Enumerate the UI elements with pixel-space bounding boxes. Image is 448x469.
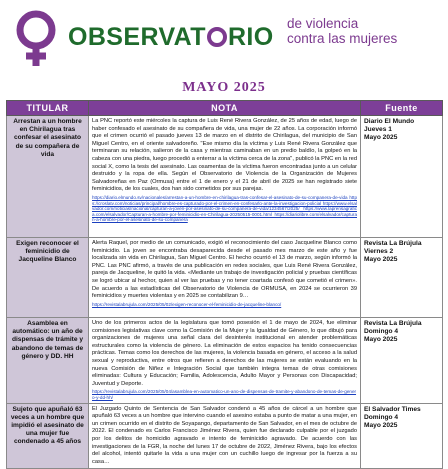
tagline-line-2: contra las mujeres: [287, 31, 398, 46]
row-source: Revista La Brújula Domingo 4 Mayo 2025: [361, 318, 443, 404]
row-note-text: Alerta Raquel, por medio de un comunicado, exigió el reconocimiento del caso Jacqueline Blanco como feminicidio. La joven se encontraba desaparecida desde el pasado mes marzo de este año y fue localizada sin vida en Chirilagua, San Miguel Centro. El hecho ocurrió el 13 de marzo, según informó la PNC. Las PNC afirmó, a través de una publicación en redes sociales, que Luis René Rivera González, pareja de Jacqueline, le quitó la vida. «Mediante un trabajo de investigación policial y pruebas científicas se logró ubicar al hechor, quien al ver las pruebas y no tener coartada confesó que cometió el crimen». De acuerdo a las estadísticas del Observatorio de Violencia de ORMUSA, en 2024 se ocurrieron 39 feminicidios y muertes violentas y en 2025 se contabilizan 9…: [92, 240, 357, 300]
month-heading: MAYO 2025: [182, 80, 266, 95]
tagline-line-1: de violencia: [287, 16, 359, 31]
row-title: Asamblea en automático: un año de dispensas de trámite y abandono de temas de género y DD. HH: [7, 318, 89, 404]
column-header-titular: TITULAR: [7, 101, 89, 116]
row-links[interactable]: https://diario.elmundo.sv/nacionales/arrestan-a-un-hombre-en-chirilagua-tras-confesar-el-asesinato-de-su-companera-de-vida https://croslatv.com/noticias/principal/hombre-es-capturado-por-el-crimen-en-confesarlo-ante-la-investigacion-policial https://www.elsalvador.com/noticias/nacional/capturan-a-joven-por-asesinato-de-su-companera-de-vida/1234567/2025/ https://www.laprensagrafica.com/elsalvador/Capturan-a-hombre-por-feminicidio-en-Chirilagua-20250515-0001.html https://diariolibre.com/elsalvador/capturan-a-hombre-por-el-asesinato-de-su-companera: [92, 194, 357, 223]
brand-ring-letter: [207, 27, 227, 47]
row-source: El Salvador Times Domingo 4 Mayo 2025: [361, 403, 443, 469]
news-table: [6, 100, 443, 469]
row-note: [89, 238, 361, 318]
row-title: Sujeto que apuñaló 63 veces a un hombre que impidió el asesinato de una mujer fue condenado a 45 años: [7, 403, 89, 469]
row-title: Exigen reconocer el feminicidio de Jacqueline Blanco: [7, 238, 89, 318]
table-row: [7, 403, 443, 469]
row-links[interactable]: https://revistalabrujula.com/2025/05/04/asamblea-en-automatico-un-ano-de-dispensas-de-tramite-y-abandono-de-temas-de-genero-y-dd-hh/: [92, 389, 357, 400]
brand-name: OBSERVAT RIO: [68, 23, 274, 51]
row-note: [89, 318, 361, 404]
row-note-text: Uno de los primeros actos de la legislatura que tomó posesión el 1 de mayo de 2024, fue eliminar comisiones legislativas clave como la Comisión de la Mujer y la Igualdad de Género, lo que dibujó para organizaciones de mujeres una señal clara del desinterés institucional en atender problemáticas estructurales como la violencia de género. La eliminación de estos espacios ha tenido consecuencias prácticas. Temas como los derechos de las mujeres, la violencia basada en género, el acceso a la salud sexual y reproductiva, entre otros que refieren a derechos de las mujeres se están evaluando en la nueva Comisión de Niñez e Integración Social que también integra temas de otras comisiones eliminadas: Cultura y Educación; Familia, Adolescencia, Adulto Mayor y Personas con Discapacidad; Juventud y Deporte.: [92, 320, 357, 387]
row-links[interactable]: https://revistalabrujula.com/2025/05/02/exigen-reconocer-el-feminicidio-de-jacqueline-blanco/: [92, 301, 282, 307]
table-row: [7, 238, 443, 318]
row-source: Revista La Brújula Viernes 2 Mayo 2025: [361, 238, 443, 318]
column-header-fuente: Fuente: [361, 101, 443, 116]
row-note-text: El Juzgado Quinto de Sentencia de San Salvador condenó a 45 años de cárcel a un hombre que apuñaló 63 veces a un hombre que intervino cuando el asesino estaba a punto de matar a una mujer, en un crimen ocurrido en el distrito de Soyapango, departamento de San Salvador, en el mes de octubre de 2022. El condenado es Carlos Francisco Jiménez Rivera, quien fue declarado culpable por el juzgado por los delitos de homicidio agravado e intento de feminicidio agravado. De acuerdo con las investigaciones de la FGR, la noche del lunes 17 de octubre de 2022, Jiménez Rivera, bajo los efectos del alcohol, intentó quitarle la vida a una mujer con un cuchillo luego de ingresar por la fuerza a su casa…: [92, 405, 357, 465]
row-note-text: La PNC reportó este miércoles la captura de Luis René Rivera González, de 25 años de edad, luego de haber confesado el asesinato de su compañera de vida, una mujer de 22 años. La corporación informó que el crimen ocurrió el pasado jueves 13 de marzo en el distrito de Chirilagua, del municipio de San Miguel Centro, en el oriente salvadoreño. "Ese mismo día la víctima y Luis René Rivera González que terminaran su relación, salieron de la casa y mientras caminaban en un predio baldío, la golpeó en la cabeza con una piedra, luego procedió a enterrar a la víctima cerca de la zona", publicó la PNC en la red social X, como la tesis del asesinato. Las osamentas de la víctima fueron encontradas junto a un celular destruido y la ropa de ella. Según el Observatorio de Violencia de la Organización de Mujeres Salvadoreñas en Paz (Ormusa) entre el 1 de enero y el 21 de abril de 2025 se han registrado siete feminicidios, de los cuales, dos han sido cometidos por sus parejas.: [92, 118, 357, 193]
observatorio-logo-icon: [10, 8, 62, 68]
table-header-row: [7, 101, 443, 116]
row-note: [89, 116, 361, 238]
row-source: Diario El Mundo Jueves 1 Mayo 2025: [361, 116, 443, 238]
row-title: Arrestan a un hombre en Chirilagua tras confesar el asesinato de su compañera de vida: [7, 116, 89, 238]
header: [0, 0, 448, 78]
table-row: [7, 116, 443, 238]
row-note: [89, 403, 361, 469]
column-header-nota: NOTA: [89, 101, 361, 116]
table-row: [7, 318, 443, 404]
brand-tagline: [287, 16, 397, 46]
